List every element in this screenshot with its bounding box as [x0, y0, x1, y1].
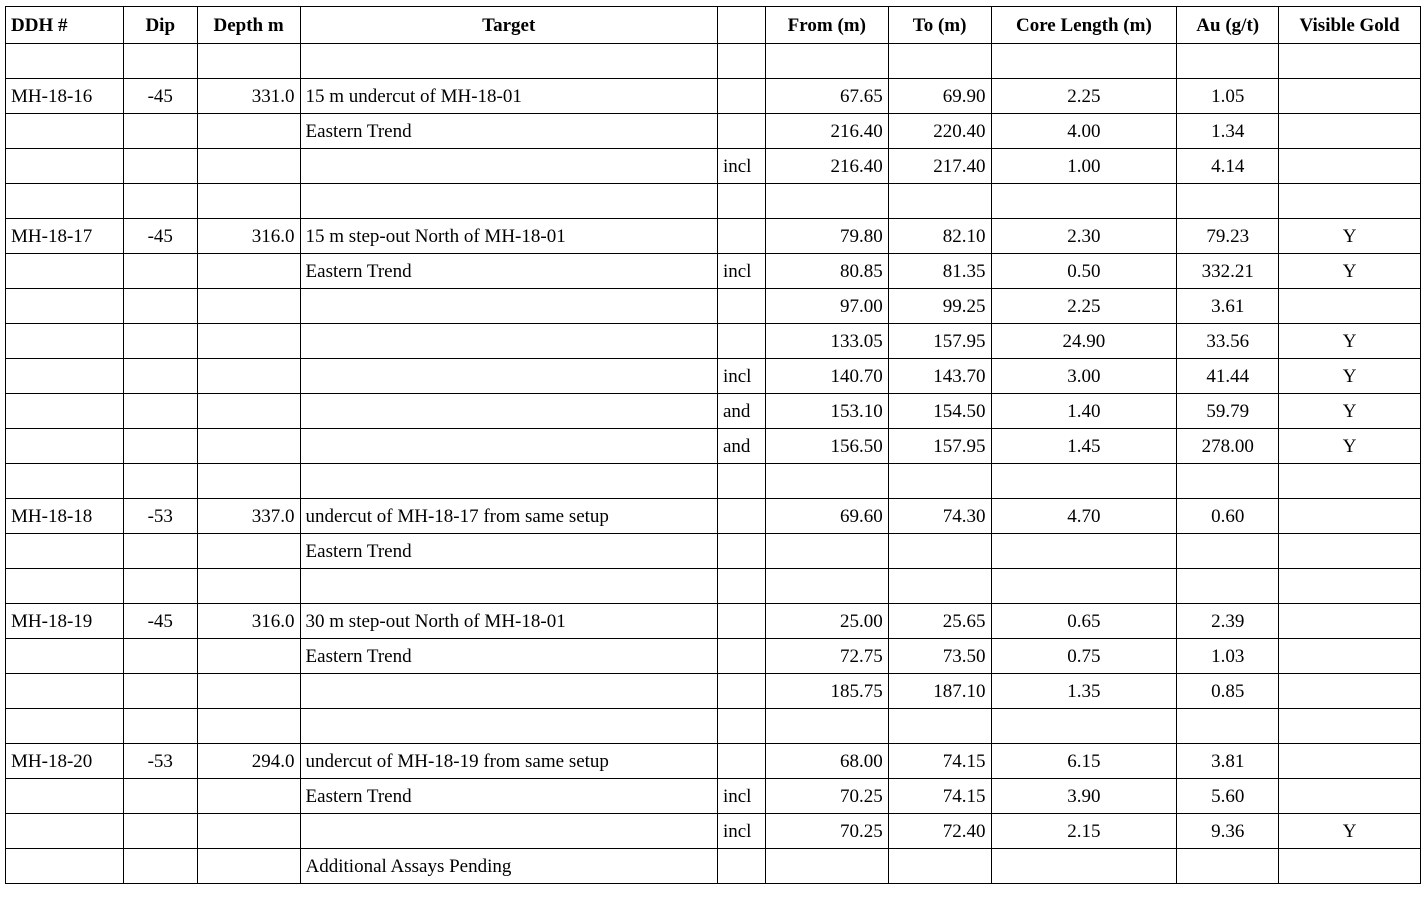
from-cell	[765, 569, 888, 604]
to-cell: 187.10	[888, 674, 991, 709]
visible-gold-cell	[1279, 464, 1421, 499]
table-row	[6, 499, 1421, 534]
header-dip: Dip	[123, 7, 197, 44]
from-cell: 68.00	[765, 744, 888, 779]
dip-cell	[123, 674, 197, 709]
core-length-cell: 1.40	[991, 394, 1177, 429]
depth-cell: 294.0	[197, 744, 300, 779]
core-length-cell	[991, 569, 1177, 604]
au-cell	[1177, 534, 1279, 569]
ddh-cell	[6, 814, 124, 849]
ddh-cell	[6, 184, 124, 219]
ddh-cell	[6, 464, 124, 499]
header-row	[6, 7, 1421, 44]
header-qualifier	[717, 7, 765, 44]
table-row	[6, 114, 1421, 149]
from-cell	[765, 534, 888, 569]
depth-cell	[197, 534, 300, 569]
visible-gold-cell	[1279, 779, 1421, 814]
to-cell: 74.15	[888, 779, 991, 814]
table-body	[6, 44, 1421, 884]
depth-cell	[197, 814, 300, 849]
au-cell	[1177, 709, 1279, 744]
depth-cell	[197, 709, 300, 744]
visible-gold-cell: Y	[1279, 219, 1421, 254]
target-cell	[300, 569, 717, 604]
qualifier-cell	[717, 219, 765, 254]
table-row	[6, 324, 1421, 359]
dip-cell	[123, 429, 197, 464]
table-row	[6, 639, 1421, 674]
depth-cell	[197, 184, 300, 219]
ddh-cell	[6, 114, 124, 149]
au-cell: 1.05	[1177, 79, 1279, 114]
visible-gold-cell: Y	[1279, 429, 1421, 464]
qualifier-cell	[717, 849, 765, 884]
core-length-cell: 6.15	[991, 744, 1177, 779]
dip-cell: -45	[123, 604, 197, 639]
core-length-cell: 3.90	[991, 779, 1177, 814]
visible-gold-cell	[1279, 79, 1421, 114]
qualifier-cell: incl	[717, 254, 765, 289]
qualifier-cell	[717, 534, 765, 569]
depth-cell	[197, 779, 300, 814]
dip-cell	[123, 359, 197, 394]
depth-cell	[197, 394, 300, 429]
header-visible-gold: Visible Gold	[1279, 7, 1421, 44]
dip-cell	[123, 814, 197, 849]
qualifier-cell	[717, 674, 765, 709]
from-cell: 72.75	[765, 639, 888, 674]
depth-cell	[197, 674, 300, 709]
from-cell: 97.00	[765, 289, 888, 324]
dip-cell: -53	[123, 744, 197, 779]
ddh-cell: MH-18-18	[6, 499, 124, 534]
to-cell: 72.40	[888, 814, 991, 849]
header-au: Au (g/t)	[1177, 7, 1279, 44]
ddh-cell	[6, 324, 124, 359]
table-row	[6, 849, 1421, 884]
table-row	[6, 359, 1421, 394]
qualifier-cell	[717, 114, 765, 149]
ddh-cell	[6, 44, 124, 79]
from-cell: 80.85	[765, 254, 888, 289]
dip-cell: -53	[123, 499, 197, 534]
qualifier-cell: and	[717, 429, 765, 464]
dip-cell	[123, 44, 197, 79]
table-row	[6, 534, 1421, 569]
to-cell: 217.40	[888, 149, 991, 184]
target-cell: 30 m step-out North of MH-18-01	[300, 604, 717, 639]
header-ddh: DDH #	[6, 7, 124, 44]
au-cell: 4.14	[1177, 149, 1279, 184]
depth-cell	[197, 429, 300, 464]
au-cell: 1.34	[1177, 114, 1279, 149]
core-length-cell: 2.15	[991, 814, 1177, 849]
qualifier-cell	[717, 289, 765, 324]
visible-gold-cell	[1279, 639, 1421, 674]
qualifier-cell	[717, 639, 765, 674]
ddh-cell	[6, 639, 124, 674]
table-row	[6, 44, 1421, 79]
depth-cell: 316.0	[197, 604, 300, 639]
ddh-cell	[6, 849, 124, 884]
dip-cell: -45	[123, 219, 197, 254]
qualifier-cell	[717, 569, 765, 604]
depth-cell	[197, 359, 300, 394]
depth-cell: 331.0	[197, 79, 300, 114]
dip-cell	[123, 114, 197, 149]
ddh-cell	[6, 779, 124, 814]
assay-results-sheet	[5, 6, 1421, 884]
ddh-cell	[6, 569, 124, 604]
depth-cell	[197, 254, 300, 289]
from-cell	[765, 709, 888, 744]
core-length-cell: 2.25	[991, 79, 1177, 114]
from-cell	[765, 44, 888, 79]
dip-cell	[123, 184, 197, 219]
dip-cell	[123, 394, 197, 429]
target-cell: undercut of MH-18-19 from same setup	[300, 744, 717, 779]
from-cell: 153.10	[765, 394, 888, 429]
header-depth: Depth m	[197, 7, 300, 44]
target-cell: Additional Assays Pending	[300, 849, 717, 884]
dip-cell	[123, 149, 197, 184]
from-cell	[765, 849, 888, 884]
qualifier-cell: incl	[717, 359, 765, 394]
to-cell: 74.15	[888, 744, 991, 779]
depth-cell	[197, 464, 300, 499]
core-length-cell	[991, 184, 1177, 219]
to-cell	[888, 569, 991, 604]
from-cell	[765, 464, 888, 499]
core-length-cell	[991, 464, 1177, 499]
au-cell	[1177, 849, 1279, 884]
au-cell: 3.81	[1177, 744, 1279, 779]
au-cell: 79.23	[1177, 219, 1279, 254]
core-length-cell	[991, 709, 1177, 744]
to-cell: 220.40	[888, 114, 991, 149]
ddh-cell: MH-18-16	[6, 79, 124, 114]
table-row	[6, 604, 1421, 639]
au-cell	[1177, 184, 1279, 219]
table-row	[6, 394, 1421, 429]
dip-cell	[123, 289, 197, 324]
visible-gold-cell: Y	[1279, 359, 1421, 394]
to-cell: 73.50	[888, 639, 991, 674]
from-cell: 79.80	[765, 219, 888, 254]
to-cell	[888, 709, 991, 744]
table-row	[6, 429, 1421, 464]
au-cell: 5.60	[1177, 779, 1279, 814]
table-row	[6, 254, 1421, 289]
ddh-cell	[6, 289, 124, 324]
qualifier-cell	[717, 604, 765, 639]
target-cell: Eastern Trend	[300, 639, 717, 674]
header-from: From (m)	[765, 7, 888, 44]
core-length-cell: 2.25	[991, 289, 1177, 324]
table-row	[6, 149, 1421, 184]
ddh-cell	[6, 429, 124, 464]
ddh-cell	[6, 534, 124, 569]
table-row	[6, 569, 1421, 604]
visible-gold-cell	[1279, 674, 1421, 709]
qualifier-cell: incl	[717, 149, 765, 184]
qualifier-cell: incl	[717, 779, 765, 814]
to-cell	[888, 184, 991, 219]
dip-cell	[123, 534, 197, 569]
header-target: Target	[300, 7, 717, 44]
qualifier-cell	[717, 79, 765, 114]
assay-results-table	[5, 6, 1421, 884]
core-length-cell: 4.00	[991, 114, 1177, 149]
au-cell	[1177, 569, 1279, 604]
to-cell: 143.70	[888, 359, 991, 394]
core-length-cell: 0.75	[991, 639, 1177, 674]
table-row	[6, 79, 1421, 114]
to-cell: 69.90	[888, 79, 991, 114]
visible-gold-cell	[1279, 44, 1421, 79]
target-cell	[300, 359, 717, 394]
core-length-cell: 0.50	[991, 254, 1177, 289]
dip-cell	[123, 254, 197, 289]
visible-gold-cell	[1279, 709, 1421, 744]
table-row	[6, 744, 1421, 779]
target-cell: 15 m step-out North of MH-18-01	[300, 219, 717, 254]
qualifier-cell	[717, 499, 765, 534]
ddh-cell	[6, 709, 124, 744]
ddh-cell	[6, 359, 124, 394]
to-cell: 81.35	[888, 254, 991, 289]
target-cell: Eastern Trend	[300, 114, 717, 149]
table-row	[6, 674, 1421, 709]
core-length-cell: 1.35	[991, 674, 1177, 709]
dip-cell	[123, 569, 197, 604]
depth-cell	[197, 849, 300, 884]
au-cell: 1.03	[1177, 639, 1279, 674]
from-cell: 216.40	[765, 149, 888, 184]
target-cell: Eastern Trend	[300, 779, 717, 814]
target-cell	[300, 324, 717, 359]
target-cell: undercut of MH-18-17 from same setup	[300, 499, 717, 534]
to-cell: 157.95	[888, 429, 991, 464]
core-length-cell: 0.65	[991, 604, 1177, 639]
from-cell: 70.25	[765, 779, 888, 814]
table-row	[6, 464, 1421, 499]
dip-cell	[123, 324, 197, 359]
core-length-cell	[991, 849, 1177, 884]
depth-cell	[197, 569, 300, 604]
core-length-cell: 2.30	[991, 219, 1177, 254]
target-cell: Eastern Trend	[300, 254, 717, 289]
target-cell: 15 m undercut of MH-18-01	[300, 79, 717, 114]
au-cell: 9.36	[1177, 814, 1279, 849]
qualifier-cell: incl	[717, 814, 765, 849]
from-cell: 25.00	[765, 604, 888, 639]
from-cell: 185.75	[765, 674, 888, 709]
visible-gold-cell	[1279, 114, 1421, 149]
to-cell: 74.30	[888, 499, 991, 534]
header-core-length: Core Length (m)	[991, 7, 1177, 44]
to-cell: 99.25	[888, 289, 991, 324]
core-length-cell: 24.90	[991, 324, 1177, 359]
visible-gold-cell	[1279, 744, 1421, 779]
from-cell: 156.50	[765, 429, 888, 464]
from-cell	[765, 184, 888, 219]
depth-cell	[197, 44, 300, 79]
target-cell	[300, 464, 717, 499]
qualifier-cell	[717, 464, 765, 499]
target-cell	[300, 814, 717, 849]
ddh-cell	[6, 394, 124, 429]
ddh-cell	[6, 149, 124, 184]
dip-cell	[123, 779, 197, 814]
ddh-cell	[6, 674, 124, 709]
au-cell: 33.56	[1177, 324, 1279, 359]
depth-cell	[197, 289, 300, 324]
target-cell	[300, 184, 717, 219]
au-cell: 332.21	[1177, 254, 1279, 289]
au-cell	[1177, 44, 1279, 79]
to-cell: 154.50	[888, 394, 991, 429]
qualifier-cell	[717, 709, 765, 744]
target-cell	[300, 674, 717, 709]
table-row	[6, 814, 1421, 849]
target-cell	[300, 394, 717, 429]
au-cell	[1177, 464, 1279, 499]
target-cell	[300, 149, 717, 184]
visible-gold-cell	[1279, 849, 1421, 884]
core-length-cell: 4.70	[991, 499, 1177, 534]
visible-gold-cell	[1279, 289, 1421, 324]
qualifier-cell: and	[717, 394, 765, 429]
from-cell: 140.70	[765, 359, 888, 394]
au-cell: 59.79	[1177, 394, 1279, 429]
to-cell: 82.10	[888, 219, 991, 254]
core-length-cell: 1.45	[991, 429, 1177, 464]
ddh-cell: MH-18-17	[6, 219, 124, 254]
to-cell	[888, 849, 991, 884]
target-cell	[300, 429, 717, 464]
dip-cell	[123, 849, 197, 884]
visible-gold-cell	[1279, 569, 1421, 604]
au-cell: 3.61	[1177, 289, 1279, 324]
table-row	[6, 219, 1421, 254]
visible-gold-cell: Y	[1279, 394, 1421, 429]
visible-gold-cell	[1279, 604, 1421, 639]
qualifier-cell	[717, 184, 765, 219]
to-cell: 25.65	[888, 604, 991, 639]
core-length-cell	[991, 44, 1177, 79]
visible-gold-cell	[1279, 534, 1421, 569]
depth-cell	[197, 114, 300, 149]
to-cell: 157.95	[888, 324, 991, 359]
depth-cell	[197, 639, 300, 674]
au-cell: 0.85	[1177, 674, 1279, 709]
visible-gold-cell	[1279, 149, 1421, 184]
dip-cell	[123, 464, 197, 499]
au-cell: 41.44	[1177, 359, 1279, 394]
to-cell	[888, 464, 991, 499]
qualifier-cell	[717, 324, 765, 359]
table-row	[6, 779, 1421, 814]
dip-cell	[123, 709, 197, 744]
from-cell: 70.25	[765, 814, 888, 849]
depth-cell: 337.0	[197, 499, 300, 534]
core-length-cell: 1.00	[991, 149, 1177, 184]
qualifier-cell	[717, 44, 765, 79]
qualifier-cell	[717, 744, 765, 779]
target-cell	[300, 289, 717, 324]
visible-gold-cell: Y	[1279, 324, 1421, 359]
from-cell: 69.60	[765, 499, 888, 534]
table-row	[6, 709, 1421, 744]
au-cell: 2.39	[1177, 604, 1279, 639]
target-cell	[300, 709, 717, 744]
visible-gold-cell: Y	[1279, 254, 1421, 289]
target-cell: Eastern Trend	[300, 534, 717, 569]
dip-cell: -45	[123, 79, 197, 114]
ddh-cell	[6, 254, 124, 289]
header-to: To (m)	[888, 7, 991, 44]
dip-cell	[123, 639, 197, 674]
target-cell	[300, 44, 717, 79]
table-row	[6, 289, 1421, 324]
from-cell: 67.65	[765, 79, 888, 114]
to-cell	[888, 534, 991, 569]
to-cell	[888, 44, 991, 79]
depth-cell: 316.0	[197, 219, 300, 254]
table-row	[6, 184, 1421, 219]
core-length-cell: 3.00	[991, 359, 1177, 394]
core-length-cell	[991, 534, 1177, 569]
ddh-cell: MH-18-19	[6, 604, 124, 639]
au-cell: 278.00	[1177, 429, 1279, 464]
from-cell: 133.05	[765, 324, 888, 359]
from-cell: 216.40	[765, 114, 888, 149]
depth-cell	[197, 324, 300, 359]
visible-gold-cell	[1279, 499, 1421, 534]
visible-gold-cell	[1279, 184, 1421, 219]
visible-gold-cell: Y	[1279, 814, 1421, 849]
au-cell: 0.60	[1177, 499, 1279, 534]
ddh-cell: MH-18-20	[6, 744, 124, 779]
depth-cell	[197, 149, 300, 184]
